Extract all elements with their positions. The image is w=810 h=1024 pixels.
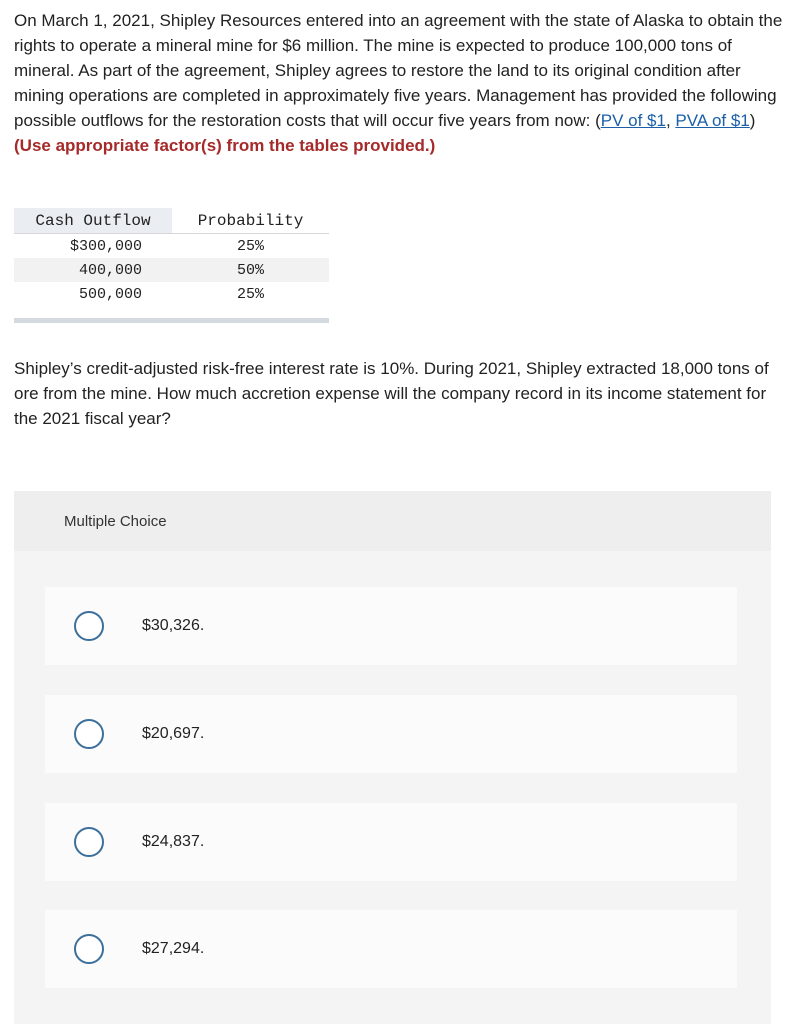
outflow-table — [14, 208, 329, 306]
answer-label: $24,837. — [142, 833, 205, 850]
radio-button[interactable] — [74, 934, 104, 964]
link-separator: , — [665, 111, 676, 130]
question-body: On March 1, 2021, Shipley Resources entered into an agreement with the state of Alaska to obtain the rights to operate a mineral mine for $6 million. The mine is expected to produce 100,000 tons of mineral. As part of the agreement, Shipley agrees to restore the land to its original condition after mining operations are completed in approximately five years. Management has provided the following possible outflows for the restoration costs that will occur five years from now: ( — [14, 11, 783, 130]
probability-cell: 50% — [172, 258, 329, 282]
answer-option-d[interactable] — [45, 910, 737, 988]
table-header-row — [14, 208, 329, 234]
multiple-choice-header: Multiple Choice — [14, 491, 771, 551]
radio-button[interactable] — [74, 611, 104, 641]
answer-option-a[interactable] — [45, 587, 737, 665]
probability-cell: 25% — [236, 285, 264, 303]
radio-button[interactable] — [74, 827, 104, 857]
links-close: ) — [749, 111, 756, 130]
cash-outflow-cell: 400,000 — [14, 258, 172, 282]
question-prompt: Shipley’s credit-adjusted risk-free interest rate is 10%. During 2021, Shipley extracted 18,000 tons of ore from the mine. How much accretion expense will the company record in its income statement for the 2021 fiscal year? — [14, 359, 769, 428]
probability-cell: 25% — [236, 237, 264, 255]
answer-option-b[interactable] — [45, 695, 737, 773]
cash-outflow-cell: 500,000 — [78, 285, 142, 303]
answer-label: $20,697. — [142, 725, 205, 742]
header-probability: Probability — [172, 208, 329, 234]
radio-button[interactable] — [74, 719, 104, 749]
question-text — [14, 8, 784, 158]
table-scrollbar[interactable] — [14, 318, 329, 323]
answer-label: $27,294. — [142, 940, 205, 957]
header-cash-outflow: Cash Outflow — [14, 208, 172, 234]
pva-of-1-link[interactable]: PVA of $1 — [675, 111, 750, 130]
table-row — [14, 234, 329, 259]
pv-of-1-link[interactable]: PV of $1 — [600, 111, 666, 130]
table-row — [14, 282, 329, 306]
multiple-choice-panel — [14, 491, 771, 1024]
tables-hint: (Use appropriate factor(s) from the tables provided.) — [14, 136, 436, 155]
table-row — [14, 258, 329, 282]
cash-outflow-cell: $300,000 — [69, 237, 142, 255]
answer-option-c[interactable] — [45, 803, 737, 881]
answer-label: $30,326. — [142, 617, 205, 634]
